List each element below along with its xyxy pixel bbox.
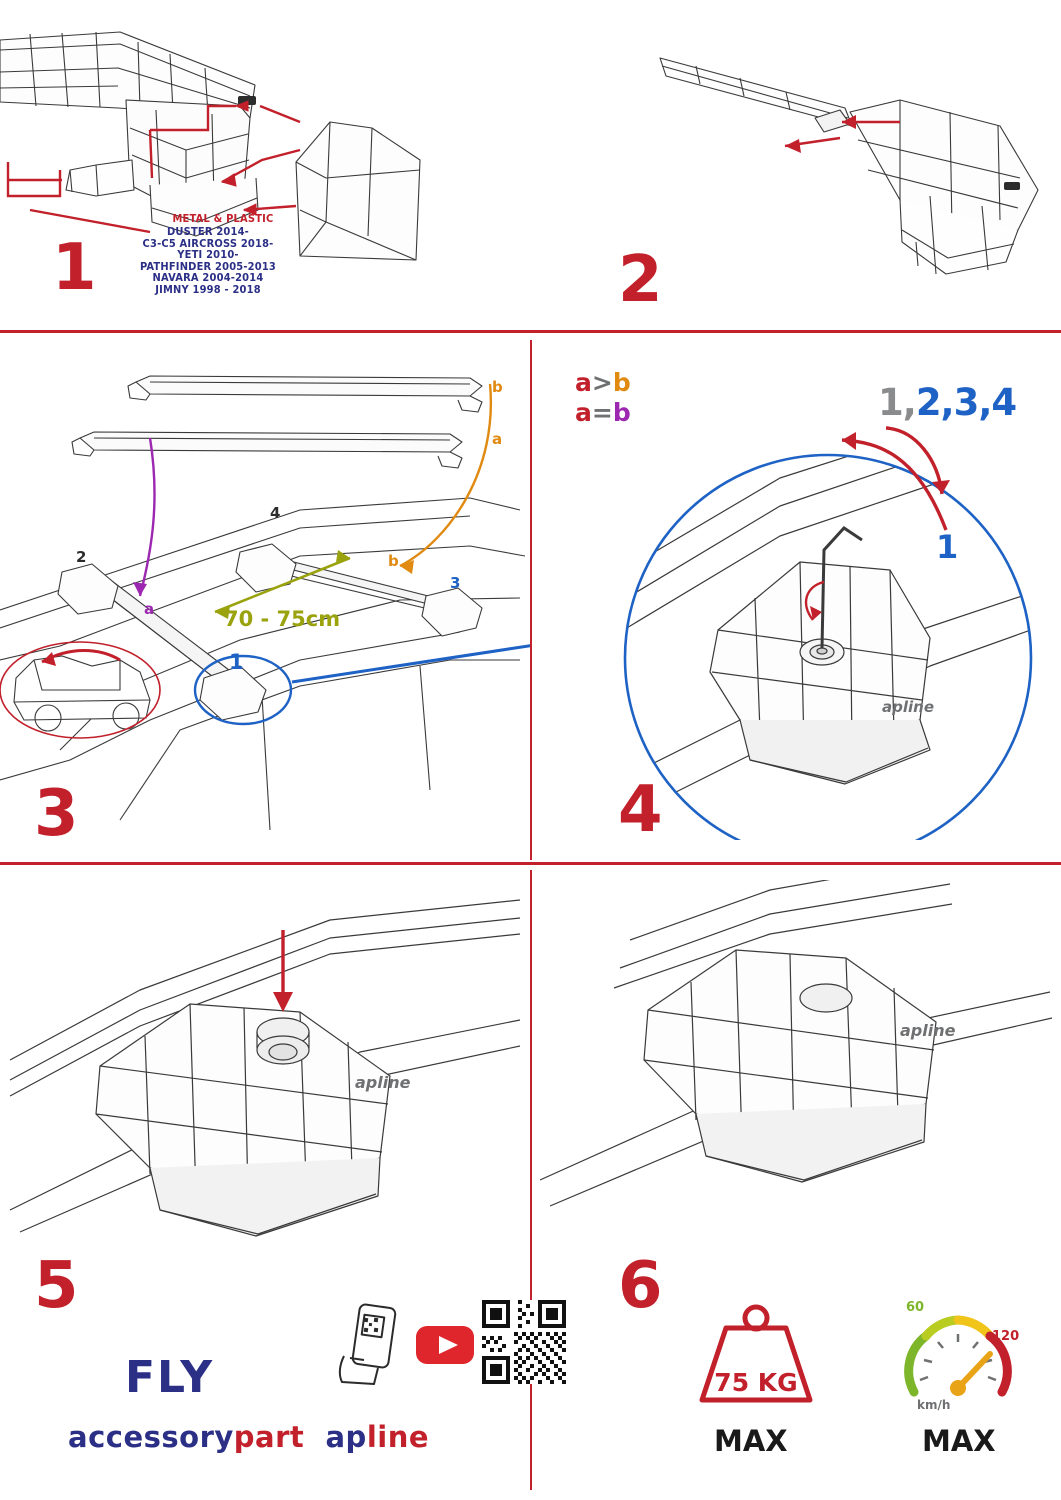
vehicle-item: PATHFINDER 2005-2013 (139, 259, 277, 273)
max-speed-label: MAX (922, 1424, 996, 1458)
foot-mark-2: 2 (76, 548, 87, 566)
cmp2-a: a (575, 398, 592, 427)
step-number-2: 2 (618, 243, 662, 317)
brand-title: FLY (125, 1352, 215, 1403)
step-4-illustration (600, 420, 1061, 847)
step-number-5: 5 (34, 1249, 78, 1323)
cmp1-a: a (575, 368, 592, 397)
step-2-illustration (600, 30, 1061, 300)
step-6-illustration (540, 880, 1061, 1240)
brand-accessory: accessory (68, 1420, 234, 1454)
step1-material-note: METAL & PLASTIC (172, 212, 274, 225)
bar-label-a-mid: a (144, 600, 155, 618)
vehicle-item: JIMNY 1998 - 2018 (155, 282, 261, 296)
step-number-3: 3 (34, 777, 78, 851)
bar-label-a-top: a (492, 430, 503, 448)
step-number-4: 4 (618, 773, 662, 847)
foot-mark-4: 4 (270, 504, 281, 522)
cmp1-op: > (591, 368, 613, 397)
svg-text:apline: apline (882, 698, 934, 716)
brand-part: part (233, 1420, 305, 1454)
brand-linename: line (366, 1420, 430, 1454)
speed-tick-max: 120 (992, 1329, 1020, 1344)
youtube-icon[interactable] (414, 1322, 478, 1368)
cmp1-b: b (612, 368, 631, 397)
bar-label-b-top: b (492, 378, 503, 396)
section-divider-top (0, 330, 1061, 333)
max-weight-label: MAX (714, 1424, 788, 1458)
brand-ap: ap (325, 1420, 367, 1454)
phone-scan-icon (330, 1300, 410, 1390)
step-5-illustration (0, 880, 530, 1240)
vehicle-item: YETI 2010- (177, 248, 239, 261)
speed-tick-min: 60 (906, 1300, 925, 1315)
step-3-illustration (0, 360, 530, 840)
step1-vehicle-list (98, 226, 318, 295)
cmp2-op: = (591, 398, 613, 427)
step3-distance-label: 70 - 75cm (224, 607, 341, 631)
foot-mark-1: 1 (229, 650, 244, 674)
qr-code-icon[interactable] (482, 1300, 566, 1384)
vertical-divider-bottom (530, 870, 532, 1490)
step-number-6: 6 (618, 1249, 662, 1323)
order-rest: 2,3,4 (915, 381, 1017, 424)
svg-text:apline: apline (900, 1021, 956, 1040)
brand-line (68, 1420, 429, 1454)
vertical-divider-middle (530, 340, 532, 860)
vehicle-item: NAVARA 2004-2014 (152, 271, 264, 284)
cmp2-b: b (612, 398, 631, 427)
max-weight-value: 75 KG (714, 1368, 798, 1397)
foot-mark-3: 3 (450, 574, 461, 592)
vehicle-item: DUSTER 2014- (166, 225, 249, 238)
step4-callout-1: 1 (936, 528, 959, 566)
step3-comparison-block (575, 368, 631, 428)
step-number-1: 1 (52, 231, 96, 305)
section-divider-bottom (0, 862, 1061, 865)
step4-tighten-order (878, 381, 1016, 424)
speed-unit-label: km/h (917, 1398, 951, 1412)
vehicle-item: C3-C5 AIRCROSS 2018- (142, 236, 274, 250)
comparison-a-greater-b (575, 368, 631, 398)
order-first: 1, (878, 381, 916, 424)
svg-text:apline: apline (355, 1073, 411, 1092)
bar-label-b-mid: b (388, 552, 399, 570)
